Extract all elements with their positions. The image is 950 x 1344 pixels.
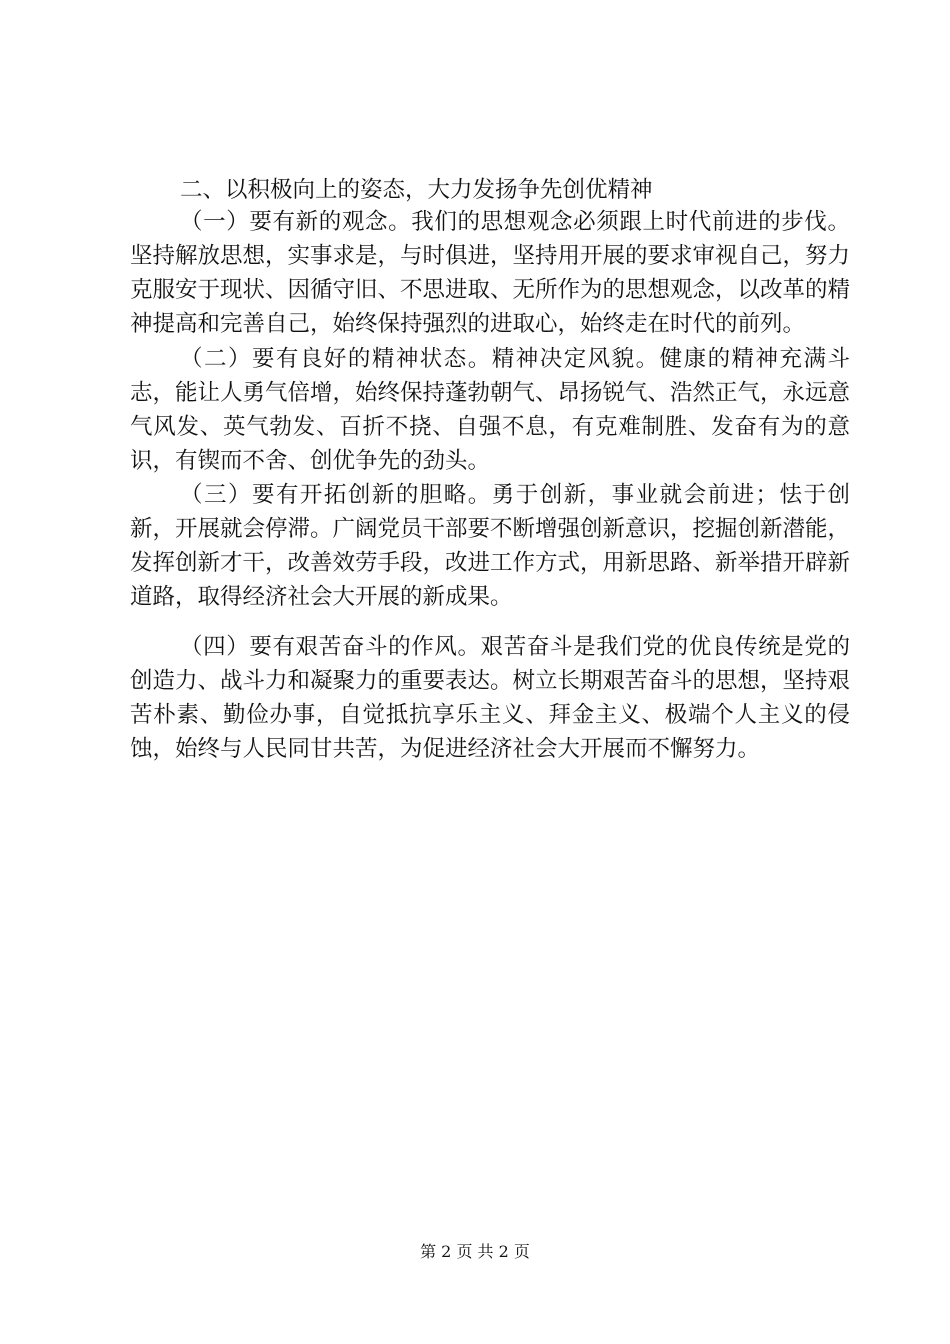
paragraph-innovation: （三）要有开拓创新的胆略。勇于创新，事业就会前进；怯于创新，开展就会停滞。广阔党员干部要不断增强创新意识，挖掘创新潜能，发挥创新才干，改善效劳手段，改进工作方式，用新思路、新举措开辟新道路，取得经济社会大开展的新成果。 [130,482,851,610]
paragraph-new-concept: （一）要有新的观念。我们的思想观念必须跟上时代前进的步伐。坚持解放思想，实事求是，与时俱进，坚持用开展的要求审视自己，努力克服安于现状、因循守旧、不思进取、无所作为的思想观念，以改革的精神提高和完善自己，始终保持强烈的进取心，始终走在时代的前列。 [130,209,851,337]
section-heading: 二、以积极向上的姿态，大力发扬争先创优精神 [180,177,653,203]
paragraph-spirit-state: （二）要有良好的精神状态。精神决定风貌。健康的精神充满斗志，能让人勇气倍增，始终保持蓬勃朝气、昂扬锐气、浩然正气，永远意气风发、英气勃发、百折不挠、自强不息，有克难制胜、发奋有为的意识，有锲而不舍、创优争先的劲头。 [130,346,851,474]
paragraph-hard-work: （四）要有艰苦奋斗的作风。艰苦奋斗是我们党的优良传统是党的创造力、战斗力和凝聚力的重要表达。树立长期艰苦奋斗的思想，坚持艰苦朴素、勤俭办事，自觉抵抗享乐主义、拜金主义、极端个人主义的侵蚀，始终与人民同甘共苦，为促进经济社会大开展而不懈努力。 [130,634,851,762]
page-number-footer: 第 2 页 共 2 页 [420,1242,530,1261]
